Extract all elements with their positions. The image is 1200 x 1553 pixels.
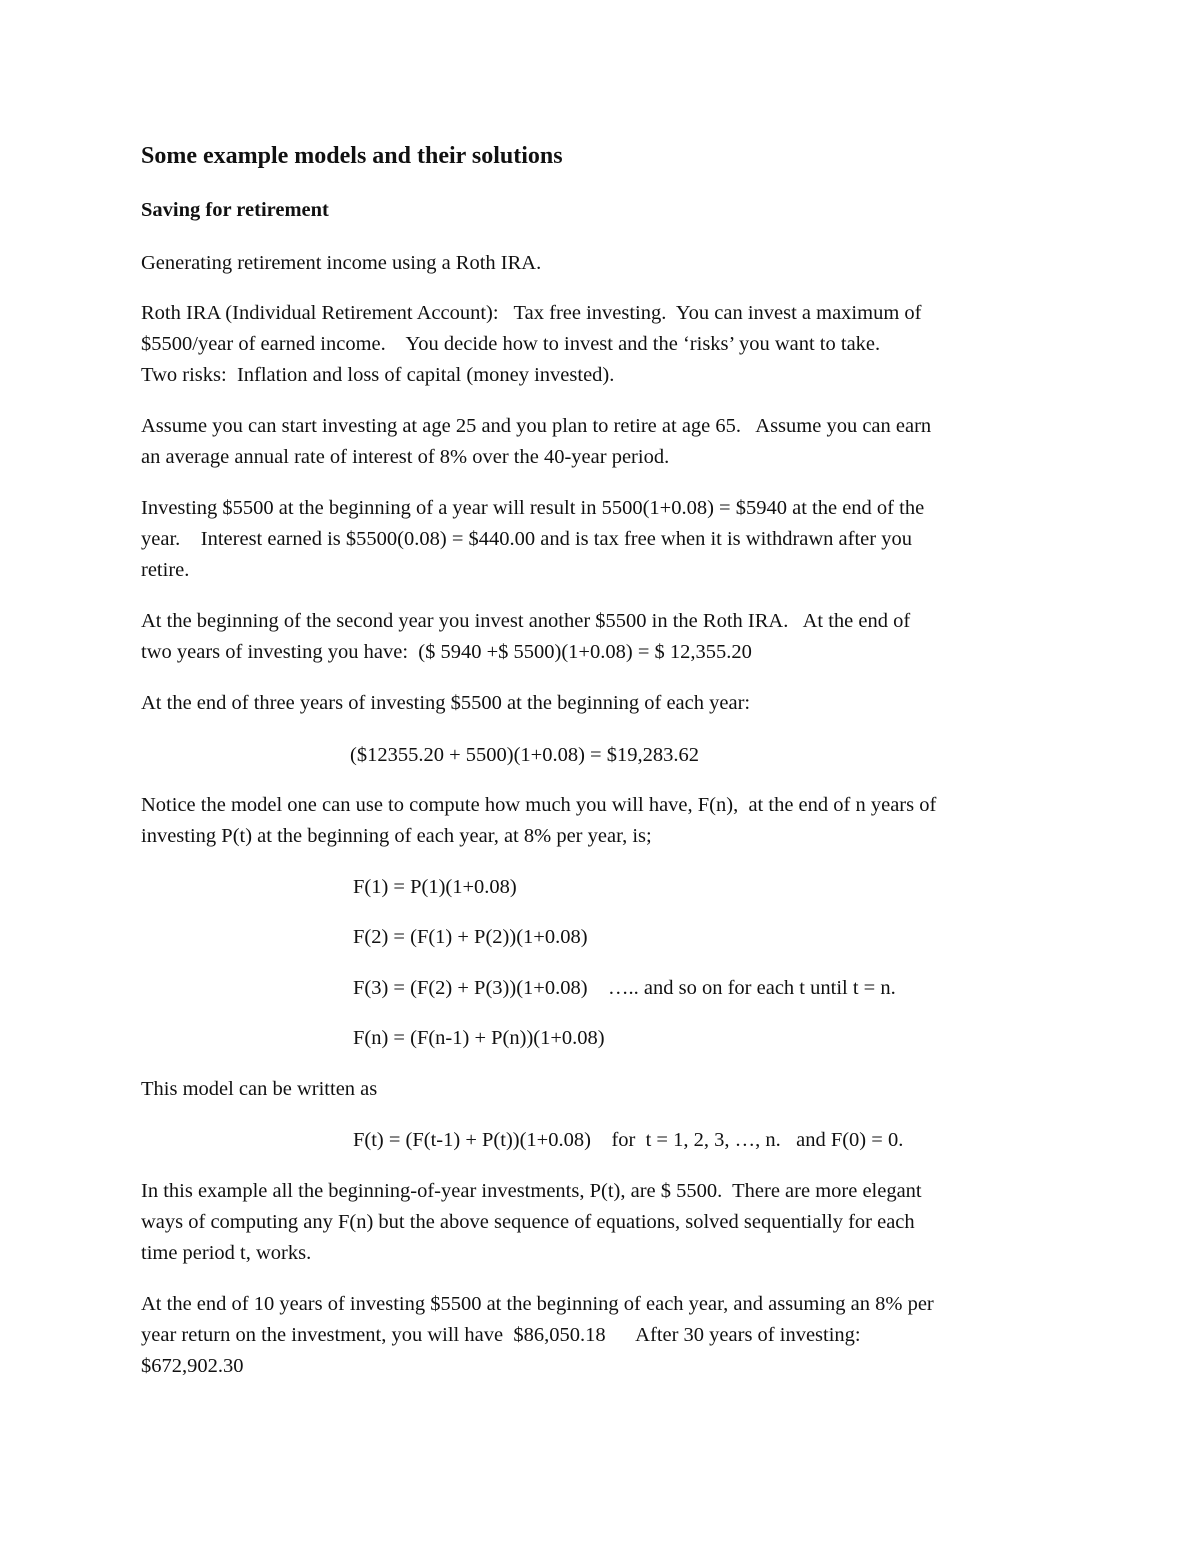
paragraph-roth-line-1: Roth IRA (Individual Retirement Account): Tax free investing. You can invest a maximum of [141, 302, 922, 324]
equation-f1: F(1) = P(1)(1+0.08) [353, 876, 517, 898]
paragraph-roth-line-2: $5500/year of earned income. You decide how to invest and the ‘risks’ you want to take. [141, 333, 881, 355]
paragraph-roth-line-3: Two risks: Inflation and loss of capital (money invested). [141, 364, 615, 386]
paragraph-three-years: At the end of three years of investing $5500 at the beginning of each year: [141, 692, 751, 714]
paragraph-second-year-line-2: two years of investing you have: ($ 5940 +$ 5500)(1+0.08) = $ 12,355.20 [141, 641, 752, 663]
equation-general: F(t) = (F(t-1) + P(t))(1+0.08) for t = 1, 2, 3, …, n. and F(0) = 0. [353, 1129, 904, 1151]
paragraph-model-line-1: Notice the model one can use to compute how much you will have, F(n), at the end of n years of [141, 794, 937, 816]
paragraph-intro: Generating retirement income using a Roth IRA. [141, 252, 542, 274]
paragraph-model-written: This model can be written as [141, 1078, 378, 1100]
equation-f3: F(3) = (F(2) + P(3))(1+0.08) ….. and so on for each t until t = n. [353, 977, 896, 999]
paragraph-investing-line-2: year. Interest earned is $5500(0.08) = $440.00 and is tax free when it is withdrawn after you [141, 528, 912, 550]
paragraph-assume-line-1: Assume you can start investing at age 25 and you plan to retire at age 65. Assume you can earn [141, 415, 932, 437]
equation-fn: F(n) = (F(n-1) + P(n))(1+0.08) [353, 1027, 605, 1049]
equation-three-years: ($12355.20 + 5500)(1+0.08) = $19,283.62 [350, 744, 699, 766]
paragraph-ten-years-line-2: year return on the investment, you will have $86,050.18 After 30 years of investing: [141, 1324, 861, 1346]
paragraph-second-year-line-1: At the beginning of the second year you invest another $5500 in the Roth IRA. At the end of [141, 610, 911, 632]
equation-f2: F(2) = (F(1) + P(2))(1+0.08) [353, 926, 588, 948]
paragraph-investing-line-1: Investing $5500 at the beginning of a year will result in 5500(1+0.08) = $5940 at the end of the [141, 497, 925, 519]
paragraph-ten-years-line-3: $672,902.30 [141, 1355, 244, 1377]
page-title: Some example models and their solutions [141, 143, 563, 169]
paragraph-ten-years-line-1: At the end of 10 years of investing $5500 at the beginning of each year, and assuming an 8% per [141, 1293, 934, 1315]
section-heading: Saving for retirement [141, 199, 329, 221]
paragraph-example-line-3: time period t, works. [141, 1242, 312, 1264]
paragraph-example-line-1: In this example all the beginning-of-year investments, P(t), are $ 5500. There are more elegant [141, 1180, 922, 1202]
paragraph-example-line-2: ways of computing any F(n) but the above sequence of equations, solved sequentially for each [141, 1211, 915, 1233]
paragraph-investing-line-3: retire. [141, 559, 190, 581]
paragraph-assume-line-2: an average annual rate of interest of 8% over the 40-year period. [141, 446, 670, 468]
paragraph-model-line-2: investing P(t) at the beginning of each year, at 8% per year, is; [141, 825, 652, 847]
